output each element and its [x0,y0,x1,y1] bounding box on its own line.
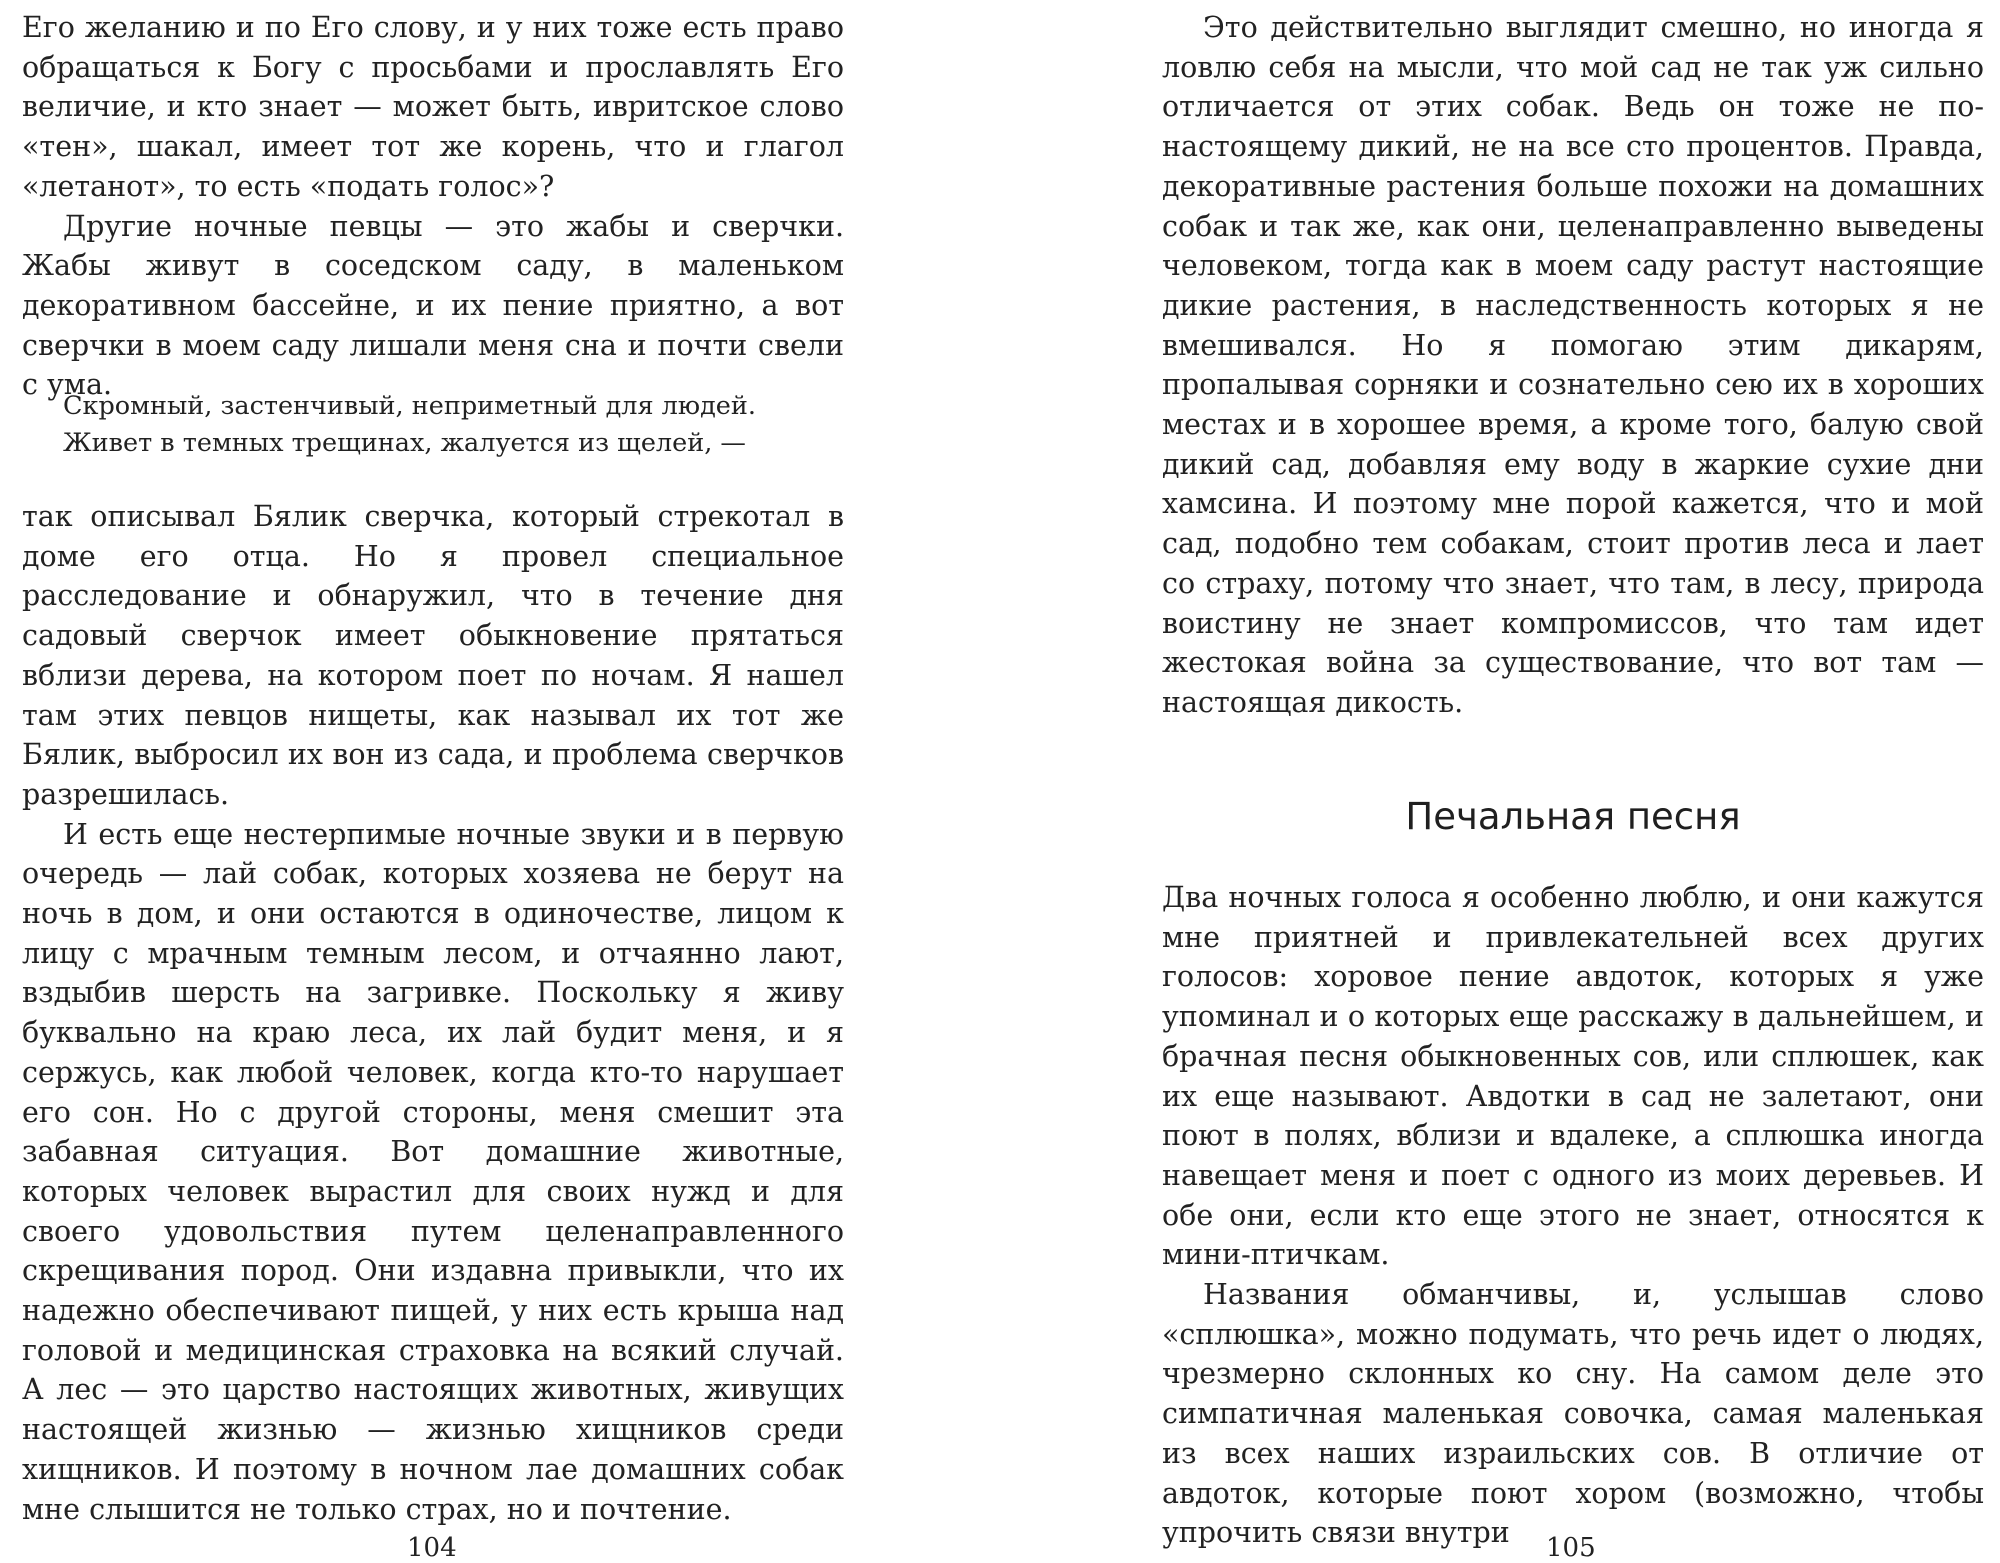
poem-line: Живет в темных трещинах, жалуется из щелей, — [63,428,746,458]
paragraph: Два ночных голоса я особенно люблю, и они кажутся мне приятней и привлекательней всех других голосов: хоровое пение авдоток, которых я уже упоминал и о которых еще расскажу в дальнейшем, и брачная песня обыкновенных сов, или сплюшек, как их еще называют. Авдотки в сад не залетают, они поют в полях, вблизи и вдалеке, а сплюшка иногда навещает меня и поет с одного из моих деревьев. И обе они, если кто еще этого не знает, относятся к мини-птичкам. [1162,881,1984,1272]
page-number: 104 [407,1533,457,1563]
poem-line: Скромный, застенчивый, неприметный для людей. [63,391,756,421]
left-page-top-text [22,8,844,405]
left-page-bottom-text [22,497,844,1529]
chapter-title: Печальная песня [1405,795,1741,838]
paragraph: И есть еще нестерпимые ночные звуки и в первую очередь — лай собак, которых хозяева не берут на ночь в дом, и они остаются в одиночестве, лицом к лицу с мрачным темным лесом, и отчаянно лают, вздыбив шерсть на загривке. Поскольку я живу буквально на краю леса, их лай будит меня, и я сержусь, как любой человек, когда кто-то нарушает его сон. Но с другой стороны, меня смешит эта забавная ситуация. Вот домашние животные, которых человек вырастил для своих нужд и для своего удовольствия путем целенаправленного скрещивания пород. Они издавна привыкли, что их надежно обеспечивают пищей, у них есть крыша над головой и медицинская страховка на всякий случай. А лес — это царство настоящих животных, живущих настоящей жизнью — жизнью хищников среди хищников. И поэтому в ночном лае домашних собак мне слышится не только страх, но и почтение. [22,817,844,1526]
paragraph: так описывал Бялик сверчка, который стрекотал в доме его отца. Но я провел специальное расследование и обнаружил, что в течение дня садовый сверчок имеет обыкновение прятаться вблизи дерева, на котором поет по ночам. Я нашел там этих певцов нищеты, как называл их тот же Бялик, выбросил их вон из сада, и проблема сверчков разрешилась. [22,500,844,811]
right-page-bottom-text [1162,878,1984,1553]
paragraph: Его желанию и по Его слову, и у них тоже есть право обращаться к Богу с просьбами и прославлять Его величие, и кто знает — может быть, ивритское слово «тен», шакал, имеет тот же корень, что и глагол «летанот», то есть «подать голос»? [22,11,844,203]
right-page [1000,0,2000,1563]
page-number: 105 [1546,1533,1596,1563]
paragraph: Это действительно выглядит смешно, но иногда я ловлю себя на мысли, что мой сад не так уж сильно отличается от этих собак. Ведь он тоже не по-настоящему дикий, не на все сто процентов. Правда, декоративные растения больше похожи на домашних собак и так же, как они, целенаправленно выведены человеком, тогда как в моем саду растут настоящие дикие растения, в наследственность которых я не вмешивался. Но я помогаю этим дикарям, пропалывая сорняки и сознательно сею их в хороших местах и в хорошее время, а кроме того, балую свой дикий сад, добавляя ему воду в жаркие сухие дни хамсина. И поэтому мне порой кажется, что и мой сад, подобно тем собакам, стоит против леса и лает со страху, потому что знает, что там, в лесу, природа воистину не знает компромиссов, что там идет жестокая война за существование, что вот там — настоящая дикость. [1162,11,1984,719]
paragraph: Другие ночные певцы — это жабы и сверчки. Жабы живут в соседском саду, в маленьком декоративном бассейне, и их пение приятно, а вот сверчки в моем саду лишали меня сна и почти свели с ума. [22,209,844,402]
paragraph: Названия обманчивы, и, услышав слово «сплюшка», можно подумать, что речь идет о людях, чрезмерно склонных ко сну. На самом деле это симпатичная маленькая совочка, самая маленькая из всех наших израильских сов. В отличие от авдоток, которые поют хором (возможно, чтобы упрочить связи внутри [1162,1278,1984,1550]
poem-quote [63,388,823,462]
right-page-top-text [1162,8,1984,723]
